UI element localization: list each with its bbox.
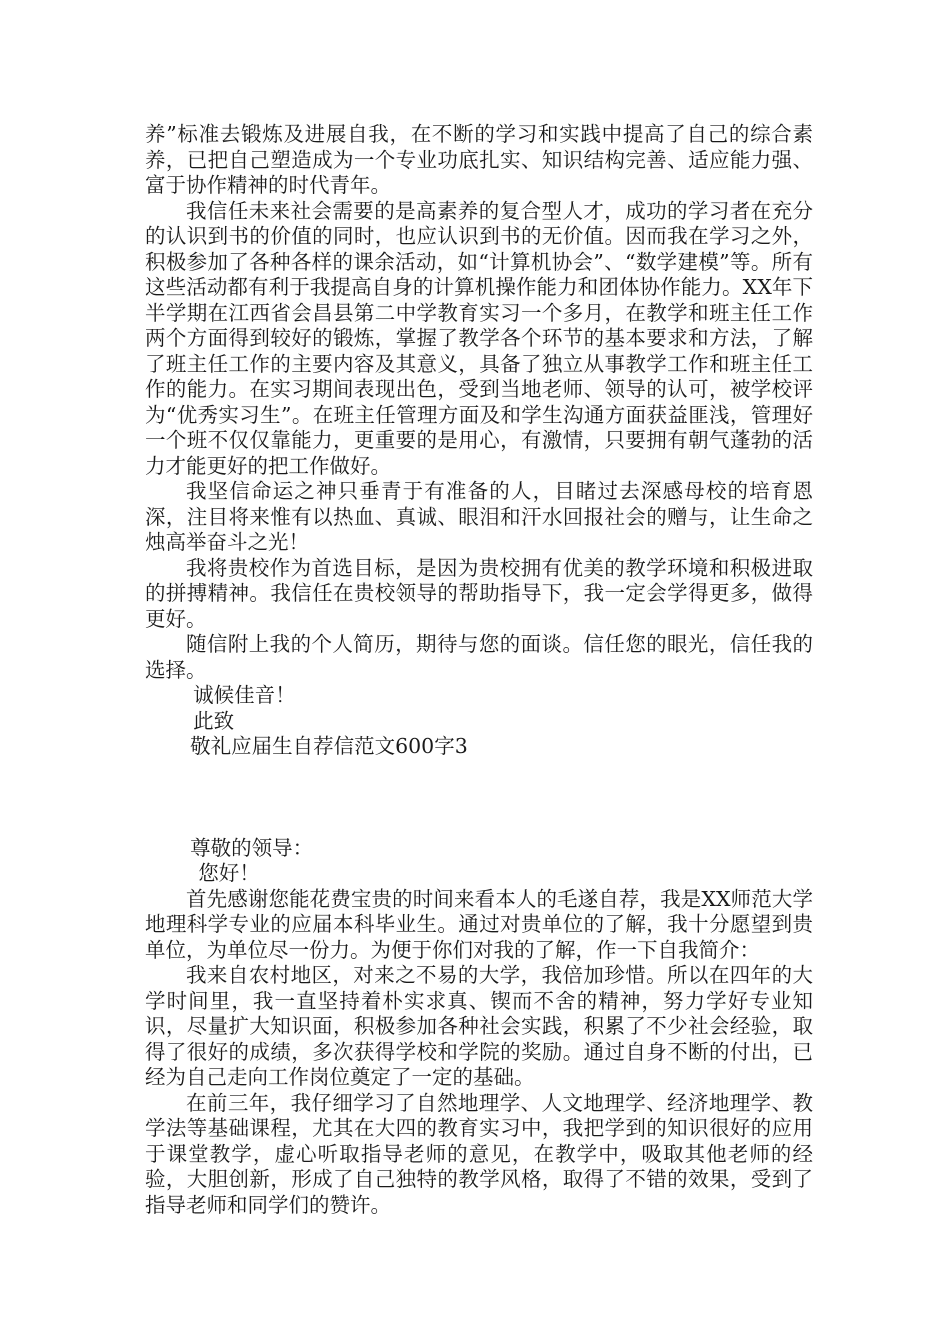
- paragraph: 我将贵校作为首选目标，是因为贵校拥有优美的教学环境和积极进取的拼搏精神。我信任在贵校领导的帮助指导下，我一定会学得更多，做得更好。: [145, 555, 813, 631]
- greeting: 您好！: [198, 861, 260, 885]
- section-title: 敬礼应届生自荐信范文600字3: [190, 734, 468, 758]
- paragraph: 养”标准去锻炼及进展自我，在不断的学习和实践中提高了自己的综合素养，已把自己塑造成为一个专业功底扎实、知识结构完善、适应能力强、富于协作精神的时代青年。: [145, 122, 813, 197]
- document-body: [145, 122, 813, 1218]
- salutation: 尊敬的领导：: [190, 835, 314, 860]
- paragraph: 在前三年，我仔细学习了自然地理学、人文地理学、经济地理学、教学法等基础课程，尤其在大四的教育实习中，我把学到的知识很好的应用于课堂教学，虚心听取指导老师的意见，在教学中，吸取其他老师的经验，大胆创新，形成了自己独特的教学风格，取得了不错的效果，受到了指导老师和同学们的赞许。: [145, 1090, 813, 1217]
- paragraph: 首先感谢您能花费宝贵的时间来看本人的毛遂自荐，我是XX师范大学地理科学专业的应届本科毕业生。通过对贵单位的了解，我十分愿望到贵单位，为单位尽一份力。为便于你们对我的了解，作一下自我简介：: [145, 886, 813, 962]
- closing-line: 诚候佳音！: [193, 683, 296, 707]
- paragraph: 我坚信命运之神只垂青于有准备的人，目睹过去深感母校的培育恩深，注目将来惟有以热血、真诚、眼泪和汗水回报社会的赠与，让生命之烛高举奋斗之光！: [145, 479, 813, 554]
- section-gap: [145, 760, 813, 836]
- paragraph: 随信附上我的个人简历，期待与您的面谈。信任您的眼光，信任我的选择。: [145, 632, 813, 682]
- closing-line: 此致: [193, 708, 235, 733]
- paragraph: 我信任未来社会需要的是高素养的复合型人才，成功的学习者在充分的认识到书的价值的同时，也应认识到书的无价值。因而我在学习之外，积极参加了各种各样的课余活动，如“计算机协会”、“数学建模”等。所有这些活动都有利于我提高自身的计算机操作能力和团体协作能力。XX年下半学期在江西省会昌县第二中学教育实习一个多月，在教学和班主任工作两个方面得到较好的锻炼，掌握了教学各个环节的基本要求和方法，了解了班主任工作的主要内容及其意义，具备了独立从事教学工作和班主任工作的能力。在实习期间表现出色，受到当地老师、领导的认可，被学校评为“优秀实习生”。在班主任管理方面及和学生沟通方面获益匪浅，管理好一个班不仅仅靠能力，更重要的是用心，有激情，只要拥有朝气蓬勃的活力才能更好的把工作做好。: [145, 198, 813, 478]
- paragraph: 我来自农村地区，对来之不易的大学，我倍加珍惜。所以在四年的大学时间里，我一直坚持着朴实求真、锲而不舍的精神，努力学好专业知识，尽量扩大知识面，积极参加各种社会实践，积累了不少社会经验，取得了很好的成绩，多次获得学校和学院的奖励。通过自身不断的付出，已经为自己走向工作岗位奠定了一定的基础。: [145, 963, 813, 1089]
